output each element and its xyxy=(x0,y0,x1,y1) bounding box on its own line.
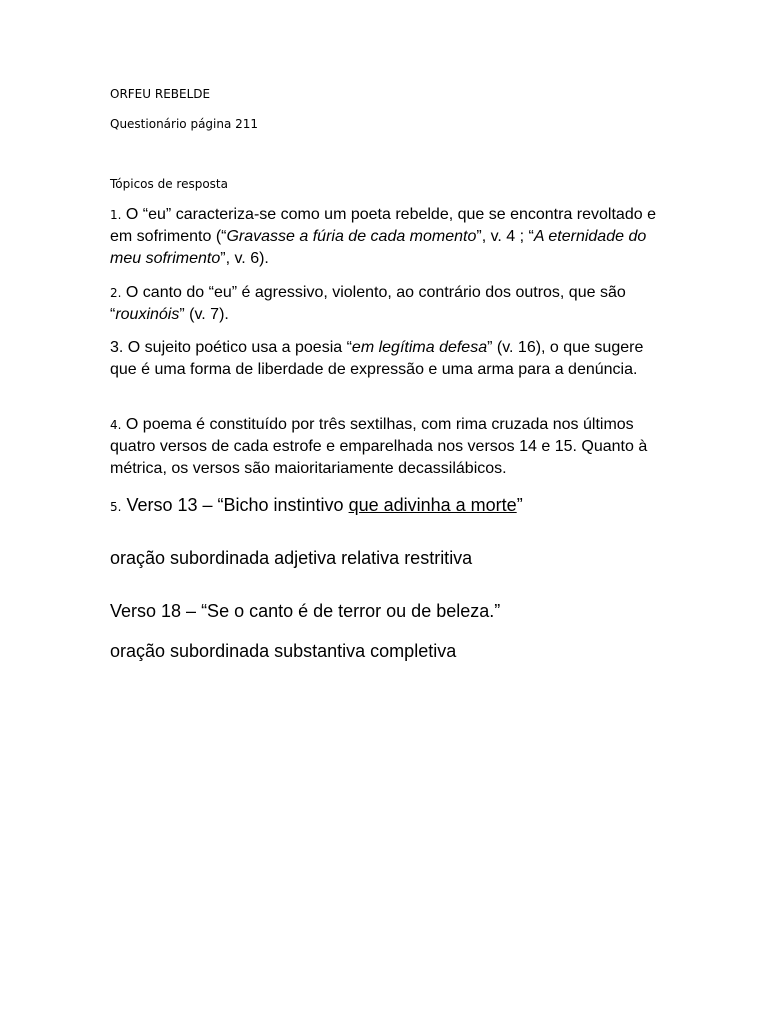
answer-text: O “eu” caracteriza-se como um poeta rebelde, que se encontra revoltado e em sofrimento (“ xyxy=(110,206,656,245)
quoted-verse: A eternidade do meu sofrimento xyxy=(110,228,647,267)
answer-text: ” (v. 16), o que sugere que é uma forma de liberdade de expressão e uma arma para a denúncia. xyxy=(110,339,644,378)
verse-18-classification: oração subordinada substantiva completiva xyxy=(110,641,457,661)
quoted-word: rouxinóis xyxy=(115,306,180,323)
answer-number: 1. xyxy=(110,208,122,222)
document-title: ORFEU REBELDE xyxy=(110,87,211,101)
verse-text: Verso 13 – “Bicho instintivo xyxy=(121,495,349,515)
verse-13 xyxy=(110,494,523,518)
answer-3 xyxy=(110,337,670,381)
verse-18: Verso 18 – “Se o canto é de terror ou de beleza.” xyxy=(110,601,501,621)
answer-number: 5. xyxy=(110,500,122,514)
answer-2 xyxy=(110,282,670,326)
answer-number: 4. xyxy=(110,418,122,432)
answer-1 xyxy=(110,204,670,270)
document-subtitle: Questionário página 211 xyxy=(110,117,259,131)
verse-13-classification: oração subordinada adjetiva relativa restritiva xyxy=(110,548,473,568)
quoted-verse: Gravasse a fúria de cada momento xyxy=(226,228,477,245)
answer-text: O poema é constituído por três sextilhas, com rima cruzada nos últimos quatro versos de cada estrofe e emparelhada nos versos 14 e 15. Quanto à métrica, os versos são maioritariamente decassilábicos. xyxy=(110,416,648,477)
quoted-verse: em legítima defesa xyxy=(351,339,488,356)
answer-text: O sujeito poético usa a poesia “ xyxy=(123,339,352,356)
verse-text: ” xyxy=(516,495,523,515)
answer-text: ”, v. 6). xyxy=(220,250,269,267)
answer-text: O canto do “eu” é agressivo, violento, ao contrário dos outros, que são “ xyxy=(110,284,626,323)
answer-text: ” (v. 7). xyxy=(179,306,229,323)
answer-4 xyxy=(110,414,670,480)
underlined-clause: que adivinha a morte xyxy=(348,495,517,515)
answer-number: 2. xyxy=(110,286,122,300)
answer-text: ”, v. 4 ; “ xyxy=(476,228,534,245)
topics-label: Tópicos de resposta xyxy=(110,177,228,191)
answer-number: 3. xyxy=(110,339,124,356)
